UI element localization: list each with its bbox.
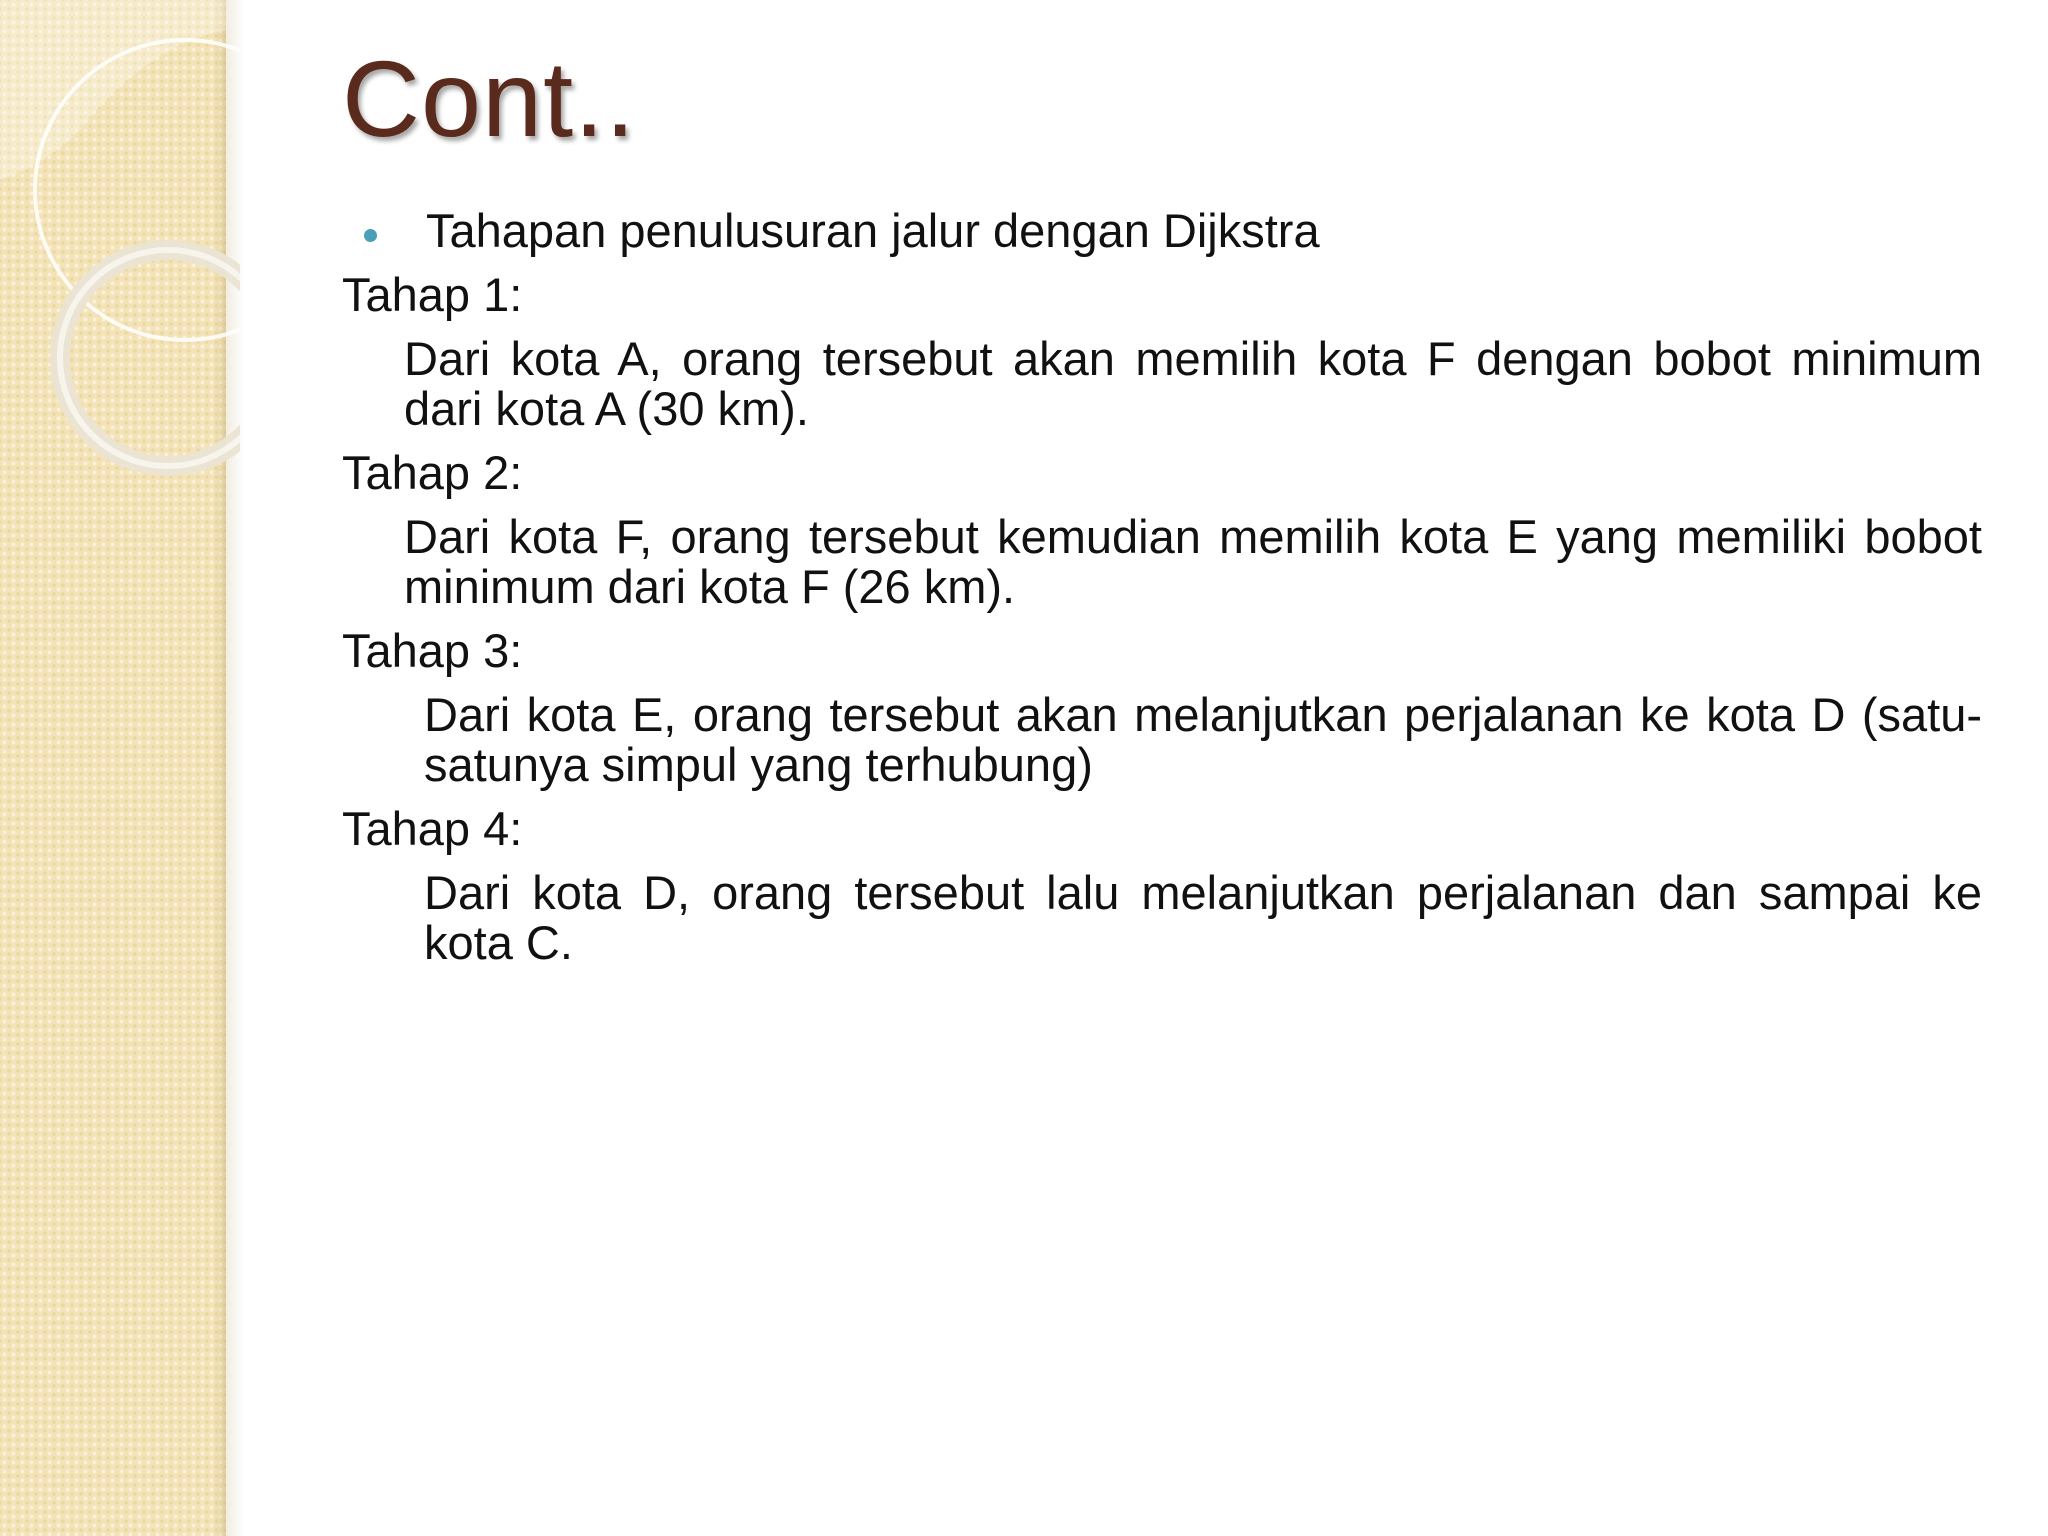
step-4-label: Tahap 4: xyxy=(342,802,523,855)
decorative-sheen xyxy=(0,0,226,180)
step-3-label: Tahap 3: xyxy=(342,624,523,677)
step-2-text: Dari kota F, orang tersebut kemudian memilih kota E yang memiliki bobot minimum dari kota F (26 km). xyxy=(404,510,1982,613)
slide-title: Cont.. xyxy=(342,38,637,159)
step-3-text: Dari kota E, orang tersebut akan melanjutkan perjalanan ke kota D (satu-satunya simpul yang terhubung) xyxy=(424,688,1982,791)
bullet-text: Tahapan penulusuran jalur dengan Dijkstra xyxy=(426,204,1320,257)
bullet-item xyxy=(342,206,1982,256)
decorative-circles xyxy=(0,0,240,520)
step-2-label: Tahap 2: xyxy=(342,446,523,499)
step-1-label: Tahap 1: xyxy=(342,268,523,321)
step-4-text: Dari kota D, orang tersebut lalu melanjutkan perjalanan dan sampai ke kota C. xyxy=(424,866,1982,969)
step-1-text: Dari kota A, orang tersebut akan memilih kota F dengan bobot minimum dari kota A (30 km). xyxy=(404,332,1982,435)
slide-content xyxy=(342,206,1982,982)
decorative-thick-ring-highlight xyxy=(60,250,240,466)
bullet-dot-icon xyxy=(364,229,377,242)
